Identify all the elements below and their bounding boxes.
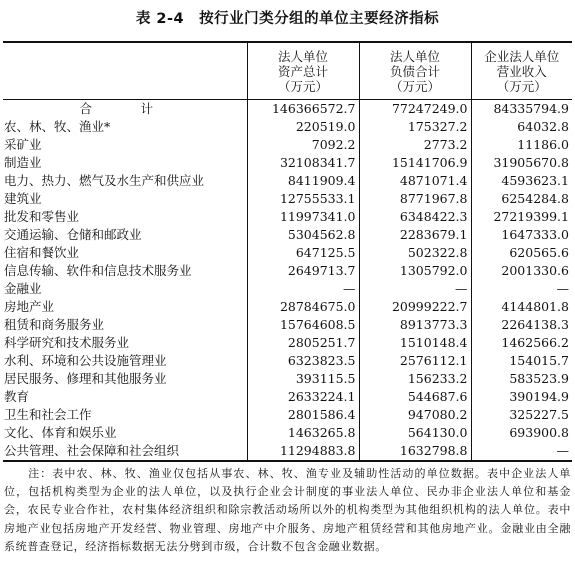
revenue-value: 4593623.1: [471, 172, 572, 190]
table-row: [3, 190, 572, 208]
table-row: [3, 352, 572, 370]
header-liabilities: 法人单位 负债合计 （万元）: [359, 42, 471, 100]
assets-value: 647125.5: [247, 244, 359, 262]
industry-name: 文化、体育和娱乐业: [4, 425, 117, 440]
assets-value: 2805251.7: [247, 334, 359, 352]
industry-name: 建筑业: [4, 191, 42, 206]
liabilities-value: 8913773.3: [359, 316, 471, 334]
assets-value: 11997341.0: [247, 208, 359, 226]
assets-value: 15764608.5: [247, 316, 359, 334]
assets-value: 11294883.8: [247, 442, 359, 461]
assets-value: 220519.0: [247, 118, 359, 136]
revenue-value: —: [471, 280, 572, 298]
industry-name: 信息传输、软件和信息技术服务业: [4, 263, 192, 278]
table-row: [3, 316, 572, 334]
assets-value: 393115.5: [247, 370, 359, 388]
table-row: [3, 334, 572, 352]
assets-value: 12755533.1: [247, 190, 359, 208]
table-header-row: [3, 42, 572, 100]
indicator-table: [3, 41, 572, 462]
industry-name: 金融业: [4, 281, 42, 296]
liabilities-value: 4871071.4: [359, 172, 471, 190]
revenue-value: 31905670.8: [471, 154, 572, 172]
revenue-value: 11186.0: [471, 136, 572, 154]
assets-value: —: [247, 280, 359, 298]
liabilities-value: 2576112.1: [359, 352, 471, 370]
table-row: [3, 244, 572, 262]
revenue-value: 325227.5: [471, 406, 572, 424]
industry-name: 住宿和餐饮业: [4, 245, 80, 260]
liabilities-value: 1305792.0: [359, 262, 471, 280]
industry-name: 电力、热力、燃气及水生产和供应业: [4, 173, 205, 188]
assets-value: 2801586.4: [247, 406, 359, 424]
liabilities-value: 20999222.7: [359, 298, 471, 316]
revenue-value: 1647333.0: [471, 226, 572, 244]
industry-name: 科学研究和技术服务业: [4, 335, 130, 350]
table-row: [3, 208, 572, 226]
industry-name: 水利、环境和公共设施管理业: [4, 353, 167, 368]
table-row: [3, 262, 572, 280]
liabilities-value: 175327.2: [359, 118, 471, 136]
assets-value: 8411909.4: [247, 172, 359, 190]
header-assets: 法人单位 资产总计 （万元）: [247, 42, 359, 100]
revenue-value: 6254284.8: [471, 190, 572, 208]
industry-name: 公共管理、社会保障和社会组织: [4, 443, 180, 458]
assets-value: 2649713.7: [247, 262, 359, 280]
industry-name: 交通运输、仓储和邮政业: [4, 227, 142, 242]
revenue-value: 4144801.8: [471, 298, 572, 316]
table-row-total: [3, 100, 572, 119]
table-row: [3, 298, 572, 316]
liabilities-value: 544687.6: [359, 388, 471, 406]
revenue-value: 583523.9: [471, 370, 572, 388]
liabilities-value: 2283679.1: [359, 226, 471, 244]
assets-value: 2633224.1: [247, 388, 359, 406]
assets-value: 7092.2: [247, 136, 359, 154]
liabilities-value: 77247249.0: [359, 100, 471, 119]
assets-value: 146366572.7: [247, 100, 359, 119]
liabilities-value: 15141706.9: [359, 154, 471, 172]
revenue-value: 2001330.6: [471, 262, 572, 280]
table-row: [3, 154, 572, 172]
table-row: [3, 226, 572, 244]
liabilities-value: 564130.0: [359, 424, 471, 442]
header-industry: [3, 42, 247, 100]
table-row: [3, 442, 572, 461]
assets-value: 5304562.8: [247, 226, 359, 244]
industry-name: 居民服务、修理和其他服务业: [4, 371, 167, 386]
industry-name: 批发和零售业: [4, 209, 80, 224]
liabilities-value: 947080.2: [359, 406, 471, 424]
revenue-value: 390194.9: [471, 388, 572, 406]
table-note: 注：表中农、林、牧、渔业仅包括从事农、林、牧、渔专业及辅助性活动的单位数据。表中企业法人单位，包括机构类型为企业的法人单位，以及执行企业会计制度的事业法人单位、民办非企业法人单位和基金会，农民专业合作社，农村集体经济组织和除宗教活动场所以外的机构类型为其他组织机构的法人单位。表中房地产业包括房地产开发经营、物业管理、房地产中介服务、房地产租赁经营和其他房地产业。金融业由全融系统普查登记，经济指标数据无法分劈到市级，合计数不包含金融业数据。: [4, 467, 571, 553]
industry-name: 卫生和社会工作: [4, 407, 92, 422]
liabilities-value: 2773.2: [359, 136, 471, 154]
industry-name: 合 计: [79, 101, 171, 116]
industry-name: 农、林、牧、渔业*: [4, 119, 111, 134]
industry-name: 制造业: [4, 155, 42, 170]
header-revenue: 企业法人单位 营业收入 （万元）: [471, 42, 572, 100]
industry-name: 采矿业: [4, 137, 42, 152]
revenue-value: 84335794.9: [471, 100, 572, 119]
liabilities-value: 8771967.8: [359, 190, 471, 208]
table-row: [3, 370, 572, 388]
assets-value: 1463265.8: [247, 424, 359, 442]
liabilities-value: 156233.2: [359, 370, 471, 388]
revenue-value: 27219399.1: [471, 208, 572, 226]
revenue-value: 64032.8: [471, 118, 572, 136]
assets-value: 28784675.0: [247, 298, 359, 316]
table-body: [3, 100, 572, 462]
assets-value: 32108341.7: [247, 154, 359, 172]
table-row: [3, 172, 572, 190]
table-row: [3, 388, 572, 406]
industry-name: 房地产业: [4, 299, 55, 314]
table-row: [3, 424, 572, 442]
table-row: [3, 280, 572, 298]
liabilities-value: 1632798.8: [359, 442, 471, 461]
revenue-value: 154015.7: [471, 352, 572, 370]
revenue-value: 620565.6: [471, 244, 572, 262]
indicator-table-container: [3, 41, 572, 462]
liabilities-value: 502322.8: [359, 244, 471, 262]
assets-value: 6323823.5: [247, 352, 359, 370]
revenue-value: —: [471, 442, 572, 461]
liabilities-value: 6348422.3: [359, 208, 471, 226]
industry-name: 租赁和商务服务业: [4, 317, 105, 332]
table-row: [3, 118, 572, 136]
revenue-value: 693900.8: [471, 424, 572, 442]
revenue-value: 2264138.3: [471, 316, 572, 334]
table-title: 表 2-4 按行业门类分组的单位主要经济指标: [135, 11, 440, 27]
revenue-value: 1462566.2: [471, 334, 572, 352]
liabilities-value: 1510148.4: [359, 334, 471, 352]
table-row: [3, 406, 572, 424]
industry-name: 教育: [4, 389, 30, 404]
liabilities-value: —: [359, 280, 471, 298]
table-row: [3, 136, 572, 154]
